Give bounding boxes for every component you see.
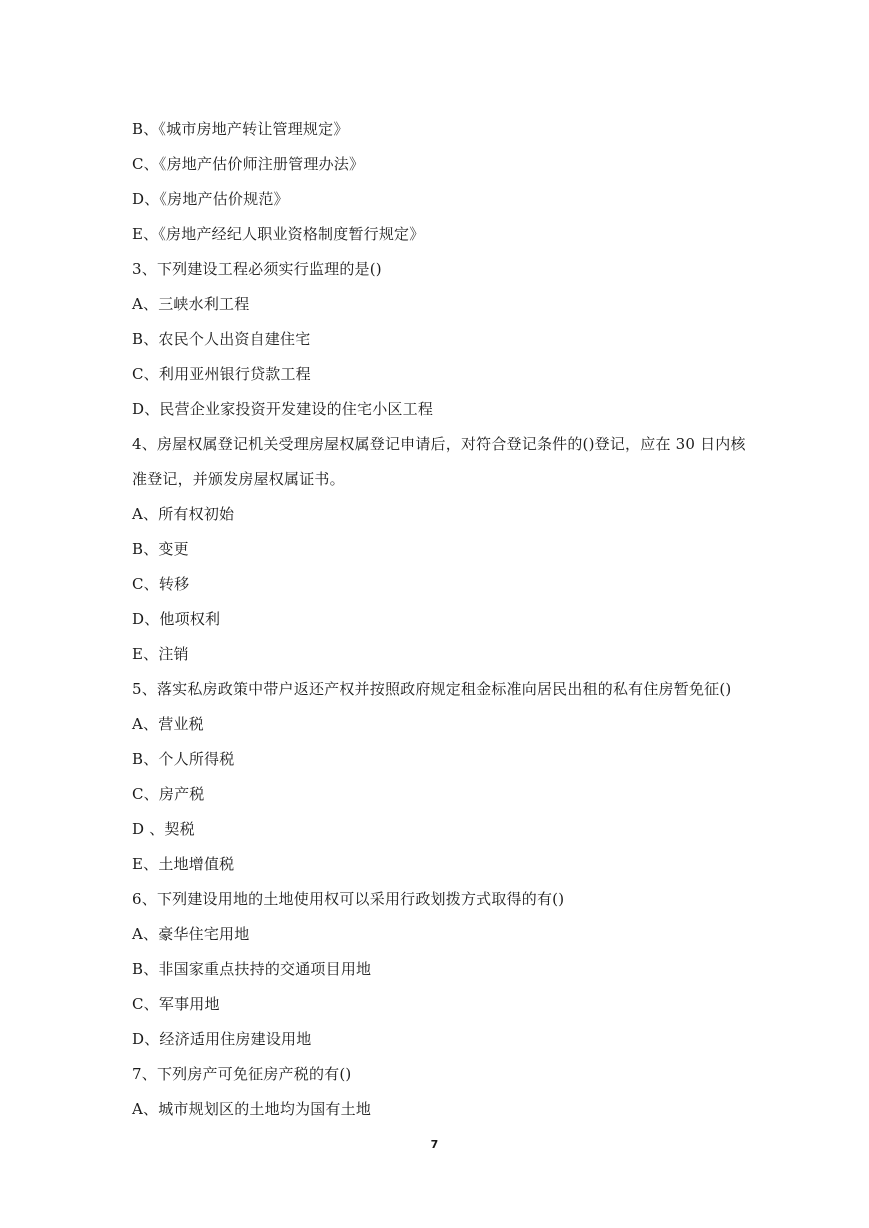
text-line: D、经济适用住房建设用地 xyxy=(132,1030,312,1048)
text-line: A、城市规划区的土地均为国有土地 xyxy=(132,1100,372,1118)
text-line: 6、下列建设用地的土地使用权可以采用行政划拨方式取得的有() xyxy=(132,890,565,908)
text-line: A、豪华住宅用地 xyxy=(132,925,250,943)
text-line: C、军事用地 xyxy=(132,995,220,1013)
text-line: E、《房地产经纪人职业资格制度暂行规定》 xyxy=(132,225,425,243)
text-line: C、转移 xyxy=(132,575,190,593)
question-text xyxy=(132,119,752,1119)
text-line: D、民营企业家投资开发建设的住宅小区工程 xyxy=(132,400,434,418)
text-line: D、《房地产估价规范》 xyxy=(132,190,289,208)
text-line: D、他项权利 xyxy=(132,610,221,628)
text-line: A、三峡水利工程 xyxy=(132,295,250,313)
text-line: B、非国家重点扶持的交通项目用地 xyxy=(132,960,372,978)
text-line: D 、契税 xyxy=(132,820,195,838)
text-line: 4、房屋权属登记机关受理房屋权属登记申请后，对符合登记条件的()登记，应在 30 日内核 xyxy=(132,435,746,453)
text-line: 3、下列建设工程必须实行监理的是() xyxy=(132,260,382,278)
text-line: 7、下列房产可免征房产税的有() xyxy=(132,1065,352,1083)
text-line: A、营业税 xyxy=(132,715,204,733)
text-line: E、注销 xyxy=(132,645,189,663)
text-line: B、变更 xyxy=(132,540,189,558)
text-line: C、房产税 xyxy=(132,785,205,803)
text-line: C、《房地产估价师注册管理办法》 xyxy=(132,155,365,173)
text-line: B、个人所得税 xyxy=(132,750,235,768)
text-line: C、利用亚州银行贷款工程 xyxy=(132,365,311,383)
page-number: 7 xyxy=(430,1138,439,1151)
text-line: B、农民个人出资自建住宅 xyxy=(132,330,311,348)
text-line: E、土地增值税 xyxy=(132,855,235,873)
text-line: A、所有权初始 xyxy=(132,505,235,523)
text-line: 准登记，并颁发房屋权属证书。 xyxy=(132,470,345,488)
text-line: 5、落实私房政策中带户返还产权并按照政府规定租金标准向居民出租的私有住房暂免征() xyxy=(132,680,732,698)
text-line: B、《城市房地产转让管理规定》 xyxy=(132,120,349,138)
